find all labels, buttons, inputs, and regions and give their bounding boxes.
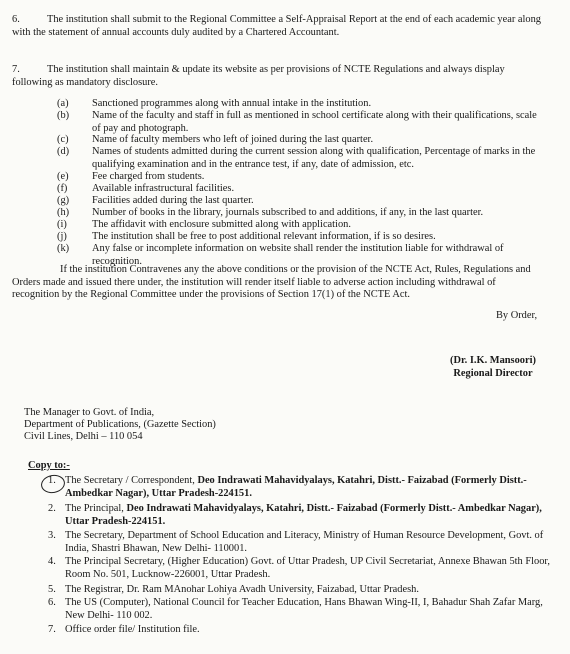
contravene-paragraph: If the institution Contravenes any the above conditions or the provision of the NCTE Act, Rules, Regulations and Orders made and issued there under, the institution will render itself liable to adverse action including withdrawal of recognition by the Regional Committee under the provisions of Section 17(1) of the NCTE Act. — [12, 264, 531, 301]
list-item-key: (f) — [57, 183, 68, 194]
addressee-line-2: Department of Publications, (Gazette Section) — [24, 419, 216, 430]
list-item-key: (j) — [57, 231, 67, 242]
by-order-text: By Order, — [496, 310, 538, 321]
list-item-key: (a) — [57, 98, 69, 109]
addressee-line-1: The Manager to Govt. of India, — [24, 407, 155, 418]
copy-to-item-number: 7. — [48, 624, 56, 635]
list-item-key: (k) — [57, 243, 70, 254]
copy-to-item-plain: The Secretary / Correspondent, — [65, 475, 198, 486]
list-item-text: The institution shall be free to post additional relevant information, if is so desires. — [92, 231, 436, 242]
list-item-key: (g) — [57, 195, 70, 206]
copy-to-item-text: The Secretary, Department of School Education and Literacy, Ministry of Human Resource Development, Govt. of India, Shastri Bhawan, New Delhi- 110001. — [65, 530, 544, 554]
para-7-number: 7. — [12, 64, 20, 75]
signatory-title: Regional Director — [453, 368, 533, 379]
list-item-text: Facilities added during the last quarter. — [92, 195, 254, 206]
copy-to-item-number: 3. — [48, 530, 56, 541]
copy-to-item-text: The Registrar, Dr. Ram MAnohar Lohiya Avadh University, Faizabad, Uttar Pradesh. — [65, 584, 419, 595]
list-item-text: Any false or incomplete information on website shall render the institution liable for withdrawal of recognition. — [92, 243, 504, 267]
copy-to-item-bold: Deo Indrawati Mahavidyalays, Katahri, Distt.- Faizabad (Formerly Distt.- Ambedkar Nagar), Uttar Pradesh-224151. — [65, 475, 527, 499]
list-item-key: (c) — [57, 134, 69, 145]
copy-to-item-plain: The Principal, — [65, 503, 127, 514]
copy-to-item-number: 1. — [48, 475, 56, 486]
para-6-number: 6. — [12, 14, 20, 25]
copy-to-item-text: The Principal Secretary, (Higher Education) Govt. of Uttar Pradesh, UP Civil Secretariat, Annexe Bhawan 5th Floor, Room No. 501, Lucknow-226001, Uttar Pradesh. — [65, 556, 551, 580]
copy-to-item-text: Office order file/ Institution file. — [65, 624, 200, 635]
copy-to-item-text — [65, 503, 560, 528]
para-7-text: The institution shall maintain & update its website as per provisions of NCTE Regulations and always display following as mandatory disclosure. — [12, 64, 505, 88]
copy-to-item-bold: Deo Indrawati Mahavidyalays, Katahri, Distt.- Faizabad (Formerly Distt.- Ambedkar Nagar), Uttar Pradesh-224151. — [65, 503, 542, 527]
list-item-text: Fee charged from students. — [92, 171, 205, 182]
copy-to-item-number: 6. — [48, 597, 56, 608]
addressee-line-3: Civil Lines, Delhi – 110 054 — [24, 431, 143, 442]
list-item-text: Names of students admitted during the current session along with qualification, Percentage of marks in the qualifying examination and in the entrance test, if any, date of admission, etc. — [92, 146, 536, 170]
signatory-name: (Dr. I.K. Mansoori) — [450, 355, 536, 366]
list-item-key: (h) — [57, 207, 70, 218]
copy-to-item-text: The US (Computer), National Council for Teacher Education, Hans Bhawan Wing-II, I, Bahadur Shah Zafar Marg, New Delhi- 110 002. — [65, 597, 543, 621]
para-6-text: The institution shall submit to the Regional Committee a Self-Appraisal Report at the end of each academic year along with the statement of annual accounts duly audited by a Chartered Accountant. — [12, 14, 541, 38]
copy-to-item-number: 4. — [48, 556, 56, 567]
list-item-text: Name of faculty members who left of joined during the last quarter. — [92, 134, 374, 145]
list-item-key: (i) — [57, 219, 67, 230]
list-item-key: (d) — [57, 146, 70, 157]
copy-to-item-text — [65, 475, 560, 500]
list-item-text: Name of the faculty and staff in full as mentioned in school certificate along with their qualifications, scale of pay and photograph. — [92, 110, 537, 134]
list-item-text: Number of books in the library, journals subscribed to and additions, if any, in the last quarter. — [92, 207, 484, 218]
list-item-key: (e) — [57, 171, 69, 182]
list-item-text: The affidavit with enclosure submitted along with application. — [92, 219, 351, 230]
list-item-text: Sanctioned programmes along with annual intake in the institution. — [92, 98, 372, 109]
copy-to-heading: Copy to:- — [28, 460, 70, 471]
copy-to-item-number: 2. — [48, 503, 56, 514]
copy-to-item-number: 5. — [48, 584, 56, 595]
list-item-key: (b) — [57, 110, 70, 121]
list-item-text: Available infrastructural facilities. — [92, 183, 235, 194]
